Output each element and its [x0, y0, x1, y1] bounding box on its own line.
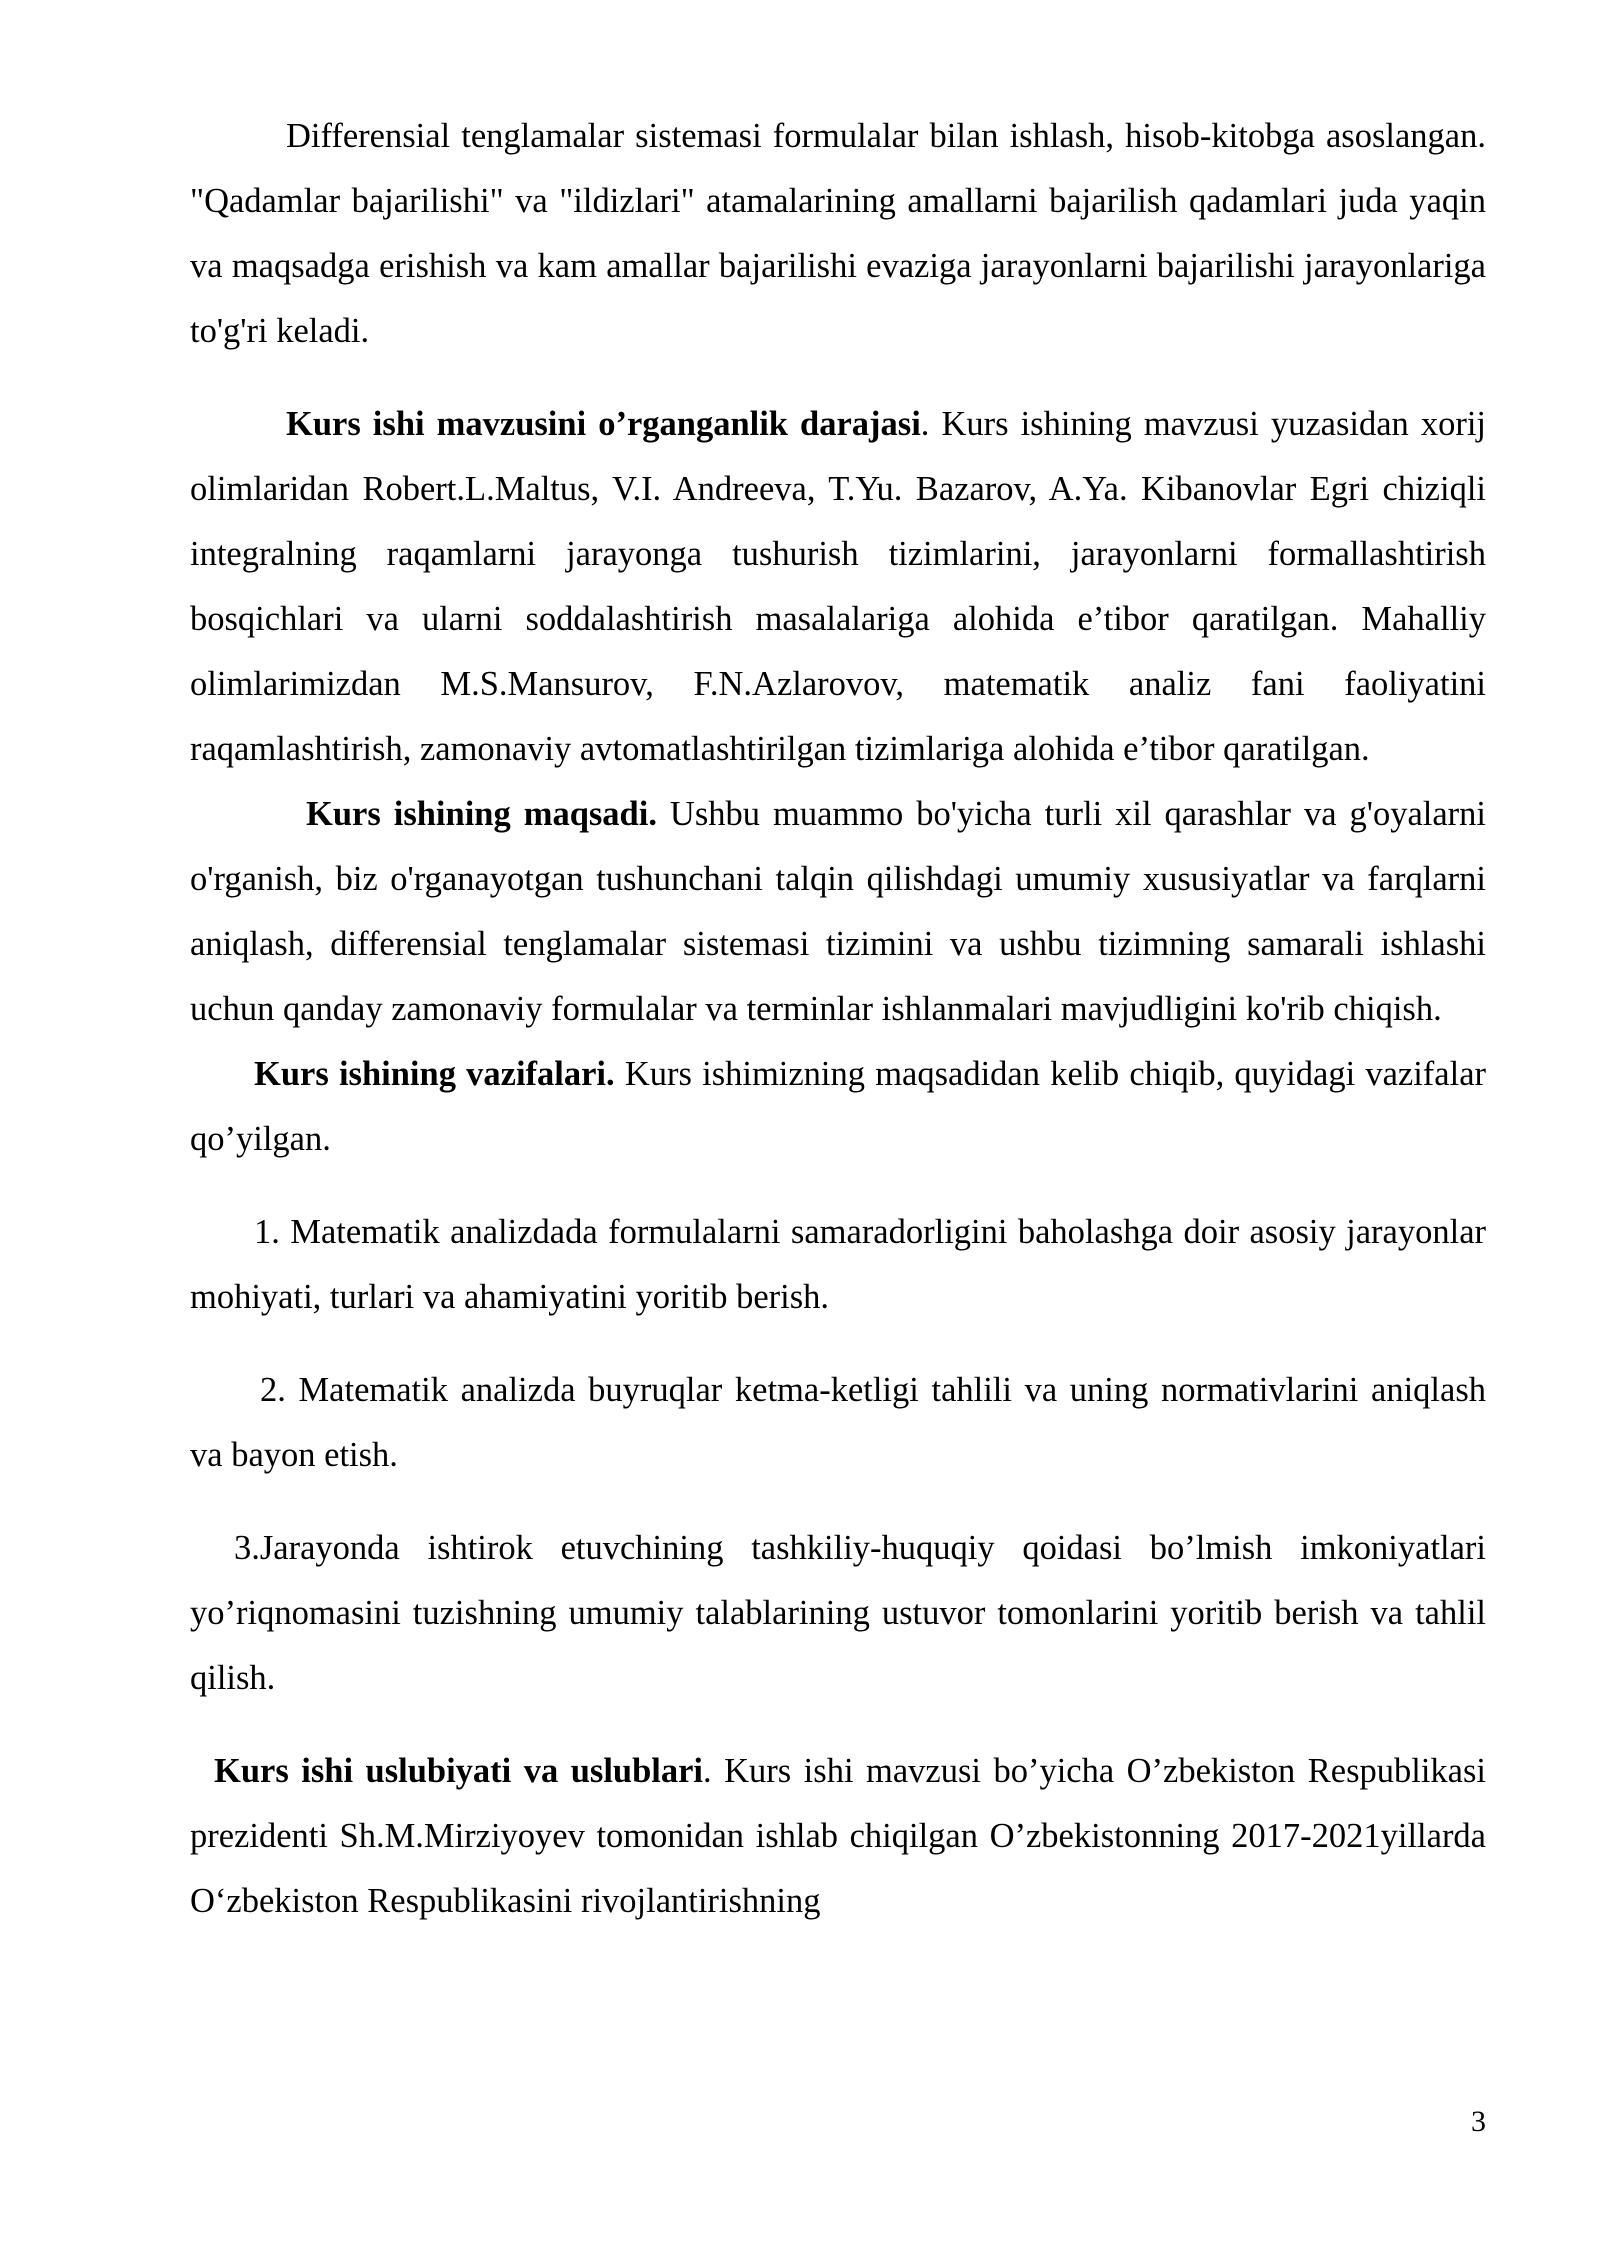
- paragraph-text: . Kurs ishining mavzusi yuzasidan xorij olimlaridan Robert.L.Maltus, V.I. Andreeva, T.Yu. Bazarov, A.Ya. Kibanovlar Egri chiziqli integralning raqamlarni jarayonga tushurish tizimlarini, jarayonlarni formallashtirish bosqichlari va ularni soddalashtirish masalalariga alohida e’tibor qaratilgan. Mahalliy olimlarimizdan M.S.Mansurov, F.N.Azlarovov, matematik analiz fani faoliyatini raqamlashtirish, zamonaviy avtomatlashtirilgan tizimlariga alohida e’tibor qaratilgan.: [190, 405, 1486, 768]
- task-item-3: [190, 1516, 1486, 1711]
- paragraph-methodology: [190, 1739, 1486, 1934]
- section-heading-study-level: Kurs ishi mavzusini o’rganganlik darajasi: [286, 405, 921, 443]
- document-page: [190, 104, 1486, 1934]
- paragraph-tasks: [190, 1042, 1486, 1172]
- section-heading-methodology: Kurs ishi uslubiyati va uslublari: [214, 1752, 704, 1790]
- paragraph-text: Kurs ishimizning maqsadidan kelib chiqib, quyidagi vazifalar qo’yilgan.: [190, 1055, 1486, 1158]
- paragraph-goal: [190, 782, 1486, 1042]
- paragraph-study-level: [190, 392, 1486, 782]
- task-item-text: 1. Matematik analizdada formulalarni samaradorligini baholashga doir asosiy jarayonlar mohiyati, turlari va ahamiyatini yoritib berish.: [190, 1213, 1486, 1316]
- paragraph-text: Differensial tenglamalar sistemasi formulalar bilan ishlash, hisob-kitobga asoslangan. "Qadamlar bajarilishi" va "ildizlari" atamalarining amallarni bajarilish qadamlari juda yaqin va maqsadga erishish va kam amallar bajarilishi evaziga jarayonlarni bajarilishi jarayonlariga to'g'ri keladi.: [190, 117, 1486, 350]
- section-heading-tasks: Kurs ishining vazifalari.: [254, 1055, 615, 1093]
- task-item-1: [190, 1200, 1486, 1330]
- task-item-2: [190, 1358, 1486, 1488]
- section-heading-goal: Kurs ishining maqsadi.: [306, 795, 657, 833]
- paragraph-text: . Kurs ishi mavzusi bo’yicha O’zbekiston Respublikasi prezidenti Sh.M.Mirziyoyev tomonidan ishlab chiqilgan O’zbekistonning 2017-2021yillarda O‘zbekiston Respublikasini rivojlantirishning: [190, 1752, 1486, 1920]
- task-item-text: 2. Matematik analizda buyruqlar ketma-ketligi tahlili va uning normativlarini aniqlash va bayon etish.: [190, 1371, 1486, 1474]
- paragraph-text: Ushbu muammo bo'yicha turli xil qarashlar va g'oyalarni o'rganish, biz o'rganayotgan tushunchani talqin qilishdagi umumiy xususiyatlar va farqlarni aniqlash, differensial tenglamalar sistemasi tizimini va ushbu tizimning samarali ishlashi uchun qanday zamonaviy formulalar va terminlar ishlanmalari mavjudligini ko'rib chiqish.: [190, 795, 1486, 1028]
- page-number: 3: [1471, 2105, 1486, 2138]
- task-item-text: 3.Jarayonda ishtirok etuvchining tashkiliy-huquqiy qoidasi bo’lmish imkoniyatlari yo’riqnomasini tuzishning umumiy talablarining ustuvor tomonlarini yoritib berish va tahlil qilish.: [190, 1529, 1486, 1697]
- paragraph-intro: [190, 104, 1486, 364]
